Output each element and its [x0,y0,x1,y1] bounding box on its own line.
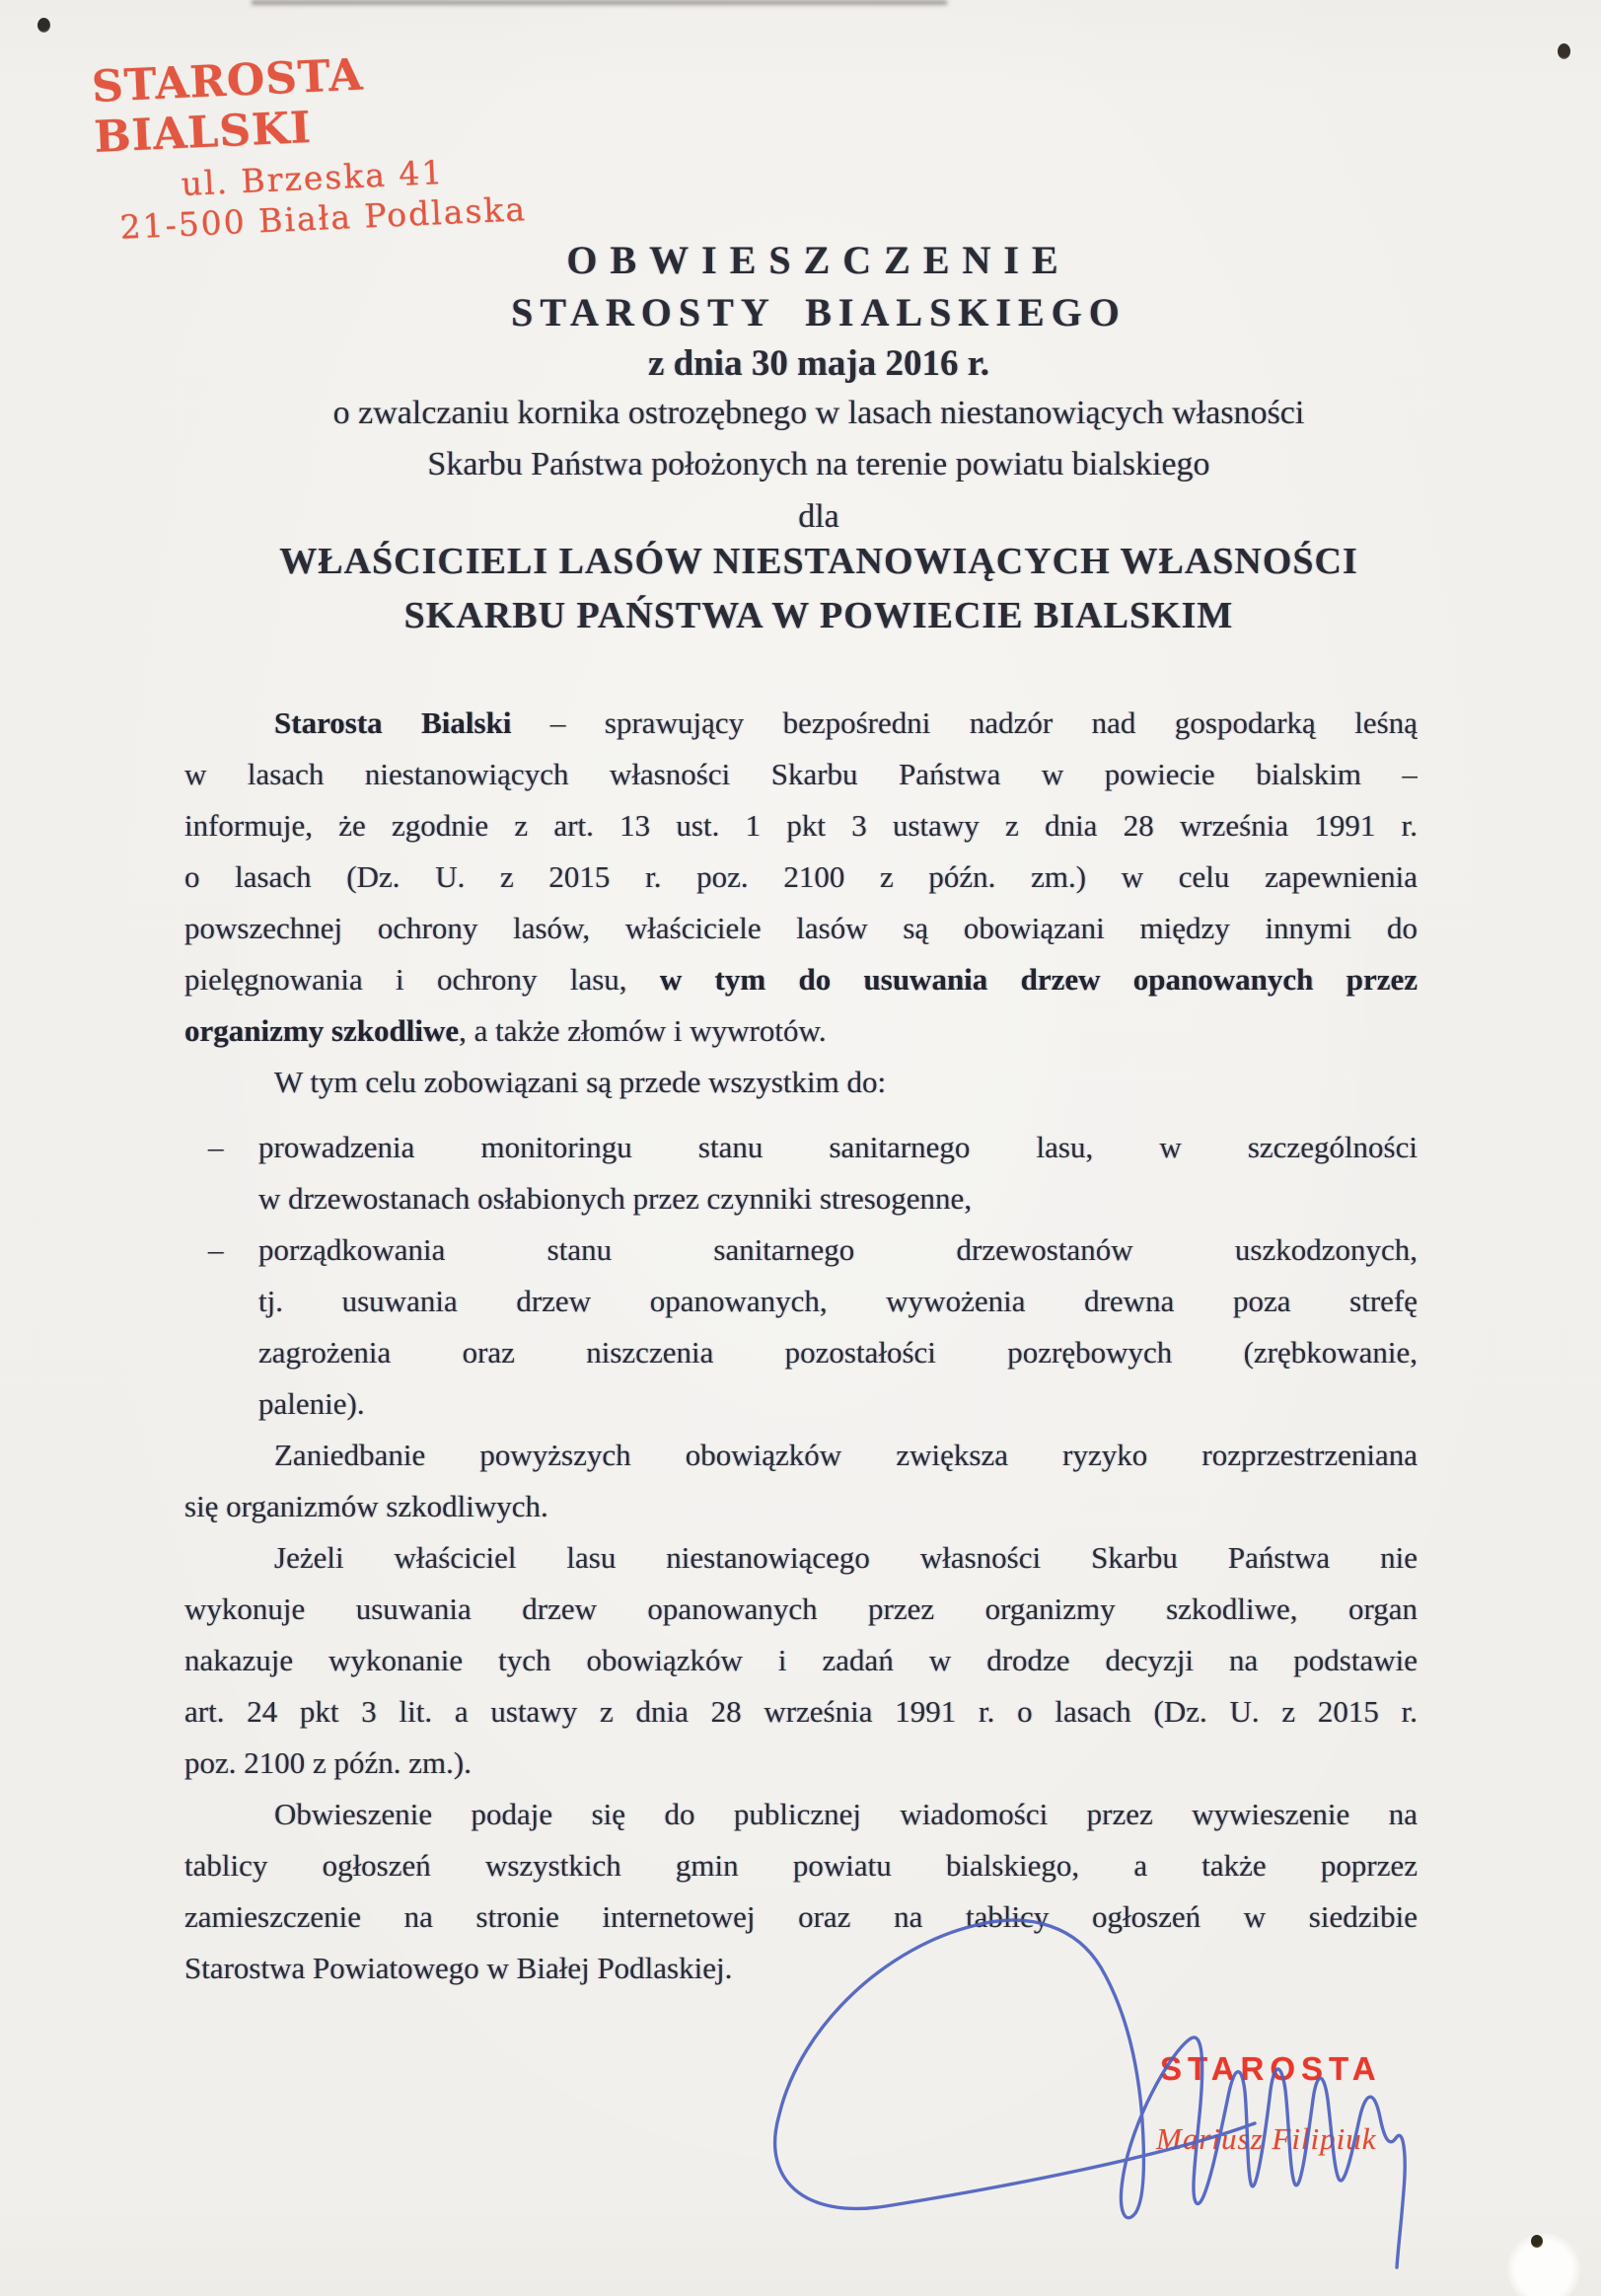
body-line: zamieszczenie na stronie internetowej oraz na tablicy ogłoszeń w siedzibie [184,1899,1418,1934]
doc-title-line-1: OBWIESZCZENIE [566,238,1071,282]
body-line: Starostwa Powiatowego w Białej Podlaskiej. [184,1951,733,1985]
doc-subject-line-2: Skarbu Państwa położonych na terenie powiatu bialskiego [427,446,1210,482]
list-item-line: palenie). [258,1386,365,1421]
doc-date-line: z dnia 30 maja 2016 r. [647,343,990,384]
bold-emphasis: organizmy szkodliwe [184,1013,460,1048]
office-address-stamp [91,40,572,248]
document-body [184,698,1418,1994]
body-line [184,954,1418,1005]
list-item-line: tj. usuwania drzew opanowanych, wywożenia drewna poza strefę [258,1284,1418,1318]
scan-edge-artifact [252,0,947,5]
doc-title-line-2: STAROSTY BIALSKIEGO [511,290,1127,334]
body-line: Zaniedbanie powyższych obowiązków zwiększa ryzyko rozprzestrzeniana [274,1438,1418,1472]
body-line: Obwieszenie podaje się do publicznej wiadomości przez wywieszenie na [274,1797,1418,1831]
body-line: poz. 2100 z późn. zm.). [184,1745,472,1780]
ink-speck-top-left [37,18,50,33]
body-text: – sprawujący bezpośredni nadzór nad gospodarką leśną [511,705,1418,740]
hole-punch-mark [1507,2233,1580,2296]
signature-name-stamp: Mariusz Filipiuk [1156,2121,1377,2156]
list-dash: – [208,1130,224,1164]
body-text: porządkowania stanu sanitarnego drzewostanów uszkodzonych, [258,1232,1418,1267]
doc-addressee-intro: dla [798,498,839,535]
signature-role-stamp: STAROSTA [1160,2050,1382,2087]
body-line: wykonuje usuwania drzew opanowanych przez organizmy szkodliwe, organ [184,1592,1418,1626]
body-line: tablicy ogłoszeń wszystkich gmin powiatu bialskiego, a także poprzez [184,1848,1418,1883]
list-item-line [184,1122,1418,1173]
body-line: nakazuje wykonanie tych obowiązków i zadań w drodze decyzji na podstawie [184,1643,1418,1677]
list-item-line: zagrożenia oraz niszczenia pozostałości pozrębowych (zrębkowanie, [258,1335,1418,1370]
stamp-street: ul. Brzeska 41 [180,152,446,203]
body-line [184,1005,1418,1057]
body-line: o lasach (Dz. U. z 2015 r. poz. 2100 z późn. zm.) w celu zapewnienia [184,859,1418,894]
doc-subject-line-1: o zwalczaniu kornika ostrozębnego w lasach niestanowiących własności [332,395,1305,431]
hole-punch-center-dot [1531,2235,1543,2248]
body-text: , a także złomów i wywrotów. [459,1013,827,1048]
body-line [184,698,1418,749]
list-item-line: w drzewostanach osłabionych przez czynniki stresogenne, [258,1181,973,1216]
doc-addressee-line-1: WŁAŚCICIELI LASÓW NIESTANOWIĄCYCH WŁASNOŚCI [279,541,1358,582]
body-line: powszechnej ochrony lasów, właściciele lasów są obowiązani między innymi do [184,911,1418,945]
doc-addressee-line-2: SKARBU PAŃSTWA W POWIECIE BIALSKIM [403,595,1234,636]
body-line: się organizmów szkodliwych. [184,1489,548,1523]
bold-lead: Starosta Bialski [274,705,512,740]
body-text: prowadzenia monitoringu stanu sanitarnego lasu, w szczególności [258,1130,1418,1164]
list-item-line [184,1224,1418,1276]
ink-speck-top-right [1558,43,1570,59]
body-line: Jeżeli właściciel lasu niestanowiącego własności Skarbu Państwa nie [274,1540,1418,1575]
body-line: art. 24 pkt 3 lit. a ustawy z dnia 28 września 1991 r. o lasach (Dz. U. z 2015 r. [184,1694,1418,1729]
body-line: informuje, że zgodnie z art. 13 ust. 1 pkt 3 ustawy z dnia 28 września 1991 r. [184,808,1418,843]
body-line: W tym celu zobowiązani są przede wszystkim do: [274,1065,887,1099]
body-line: w lasach niestanowiących własności Skarbu Państwa w powiecie bialskim – [184,757,1418,791]
list-dash: – [208,1232,224,1267]
stamp-city: 21-500 Biała Podlaska [118,189,528,247]
body-text: pielęgnowania i ochrony lasu, [184,962,660,997]
bold-emphasis: w tym do usuwania drzew opanowanych przez [659,962,1418,997]
stamp-office-name: STAROSTA BIALSKI [90,49,365,163]
